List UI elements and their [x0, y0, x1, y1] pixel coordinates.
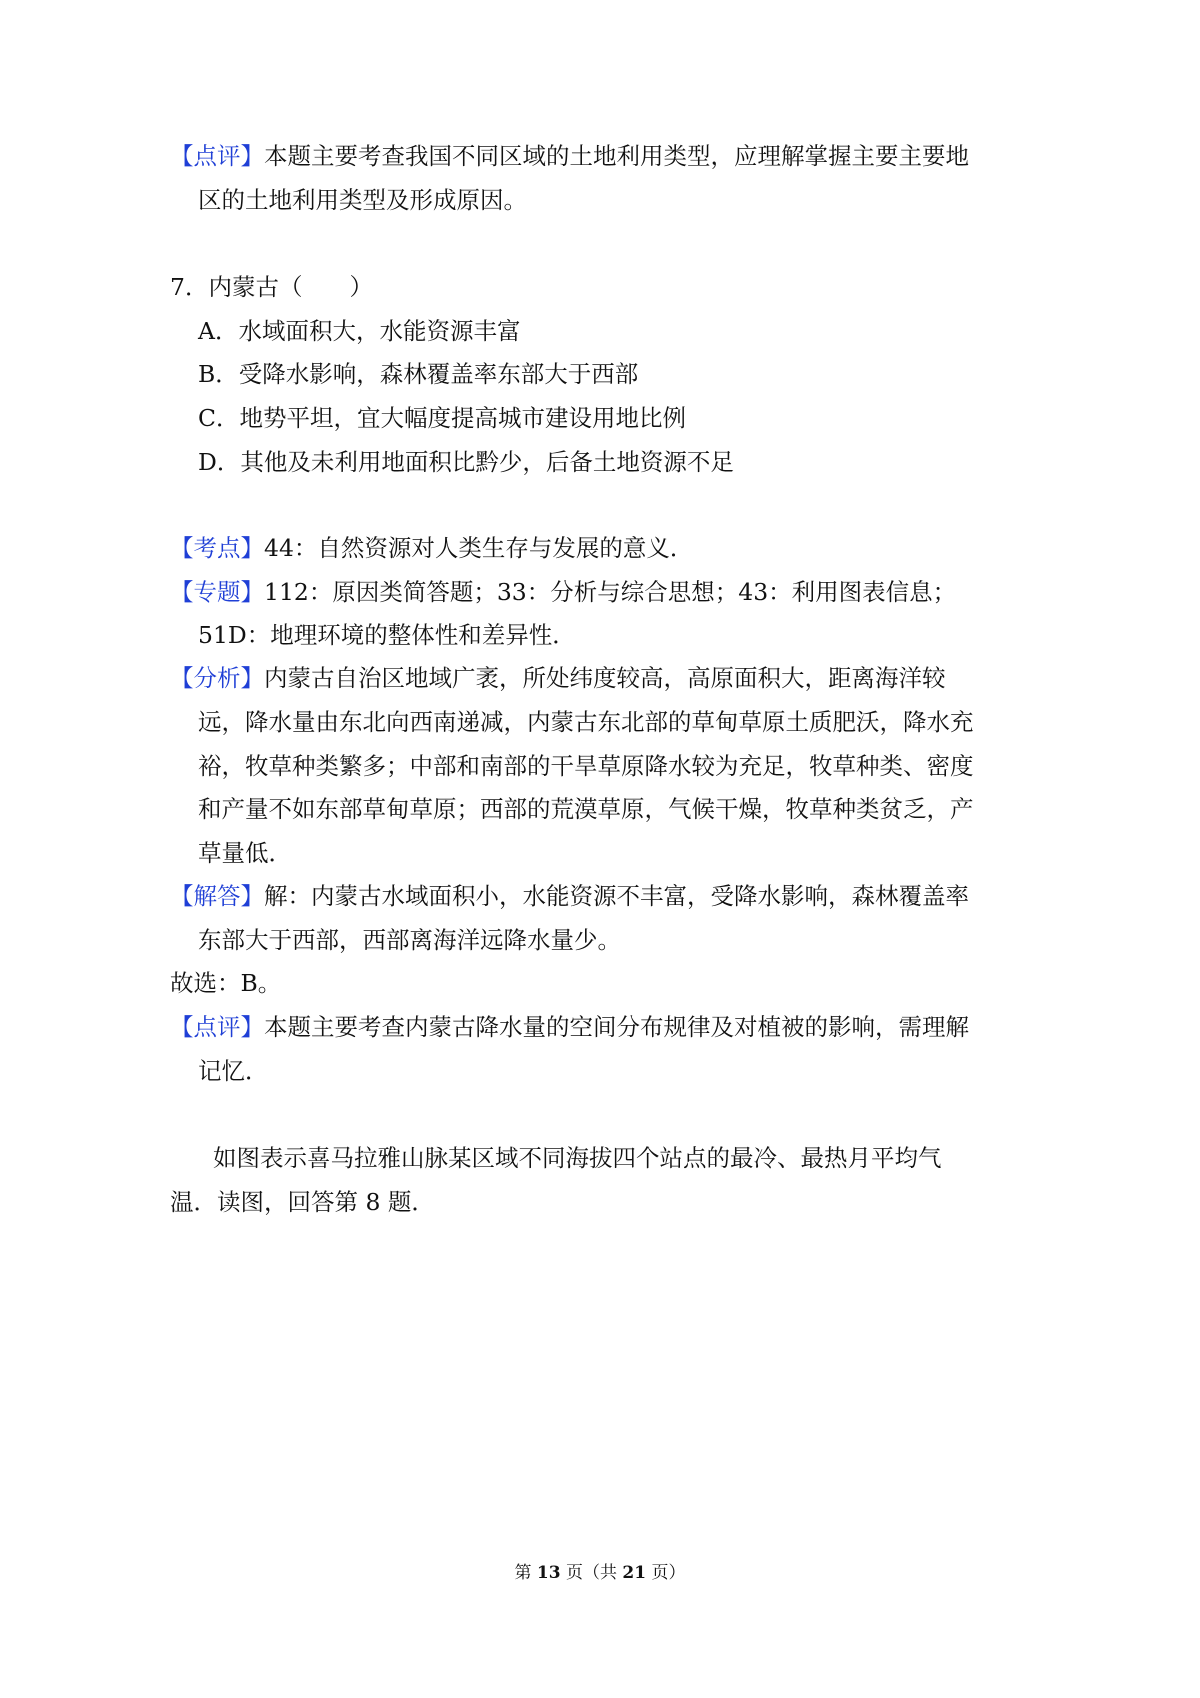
review-text-line2: 区的土地利用类型及形成原因。	[198, 186, 527, 214]
intro-line2: 温．读图，回答第 8 题．	[170, 1188, 435, 1216]
kaodian-tag: 【考点】	[170, 534, 264, 562]
question-stem: 7．内蒙古（ ）	[170, 273, 373, 301]
kaodian-paragraph	[170, 532, 693, 564]
zhuanti-text-line2: 51D：地理环境的整体性和差异性．	[198, 621, 576, 649]
option-b: B．受降水影响，森林覆盖率东部大于西部	[198, 360, 639, 388]
option-c: C．地势平坦，宜大幅度提高城市建设用地比例	[198, 404, 686, 432]
fenxi-text-line1: 内蒙古自治区地域广袤，所处纬度较高，高原面积大，距离海洋较	[264, 664, 946, 692]
zhuanti-paragraph	[170, 576, 956, 608]
jieda-text-line1: 解：内蒙古水域面积小，水能资源不丰富，受降水影响，森林覆盖率	[264, 882, 969, 910]
option-d: D．其他及未利用地面积比黔少，后备土地资源不足	[198, 448, 734, 476]
review-tag: 【点评】	[170, 142, 264, 170]
footer-total-pages: 21	[622, 1563, 647, 1583]
review2-text-line1: 本题主要考查内蒙古降水量的空间分布规律及对植被的影响，需理解	[264, 1013, 969, 1041]
zhuanti-text-line1: 112：原因类简答题；33：分析与综合思想；43：利用图表信息；	[264, 578, 957, 606]
review-paragraph	[170, 140, 969, 172]
fenxi-text-line3: 裕，牧草种类繁多；中部和南部的干旱草原降水较为充足，牧草种类、密度	[198, 752, 974, 780]
fenxi-text-line2: 远，降水量由东北向西南递减，内蒙古东北部的草甸草原土质肥沃，降水充	[198, 708, 974, 736]
kaodian-text: 44：自然资源对人类生存与发展的意义．	[264, 534, 694, 562]
jieda-paragraph	[170, 880, 969, 912]
fenxi-tag: 【分析】	[170, 664, 264, 692]
review2-paragraph	[170, 1011, 969, 1043]
footer-page-number: 13	[536, 1563, 561, 1583]
fenxi-paragraph	[170, 662, 946, 694]
jieda-text-line2: 东部大于西部，西部离海洋远降水量少。	[198, 926, 621, 954]
intro-line1: 如图表示喜马拉雅山脉某区域不同海拔四个站点的最冷、最热月平均气	[213, 1144, 942, 1172]
zhuanti-tag: 【专题】	[170, 578, 264, 606]
review-text-line1: 本题主要考查我国不同区域的土地利用类型，应理解掌握主要主要地	[264, 142, 969, 170]
jieda-tag: 【解答】	[170, 882, 264, 910]
review2-text-line2: 记忆．	[198, 1057, 269, 1085]
footer-pre: 第	[514, 1563, 532, 1583]
fenxi-text-line5: 草量低．	[198, 839, 292, 867]
footer-mid: 页（共	[566, 1563, 617, 1583]
option-a: A．水域面积大，水能资源丰富	[198, 317, 521, 345]
page-footer	[0, 1561, 1200, 1585]
fenxi-text-line4: 和产量不如东部草甸草原；西部的荒漠草原，气候干燥，牧草种类贫乏，产	[198, 795, 974, 823]
footer-post: 页）	[651, 1563, 686, 1583]
review2-tag: 【点评】	[170, 1013, 264, 1041]
answer-line: 故选：B。	[170, 969, 282, 997]
